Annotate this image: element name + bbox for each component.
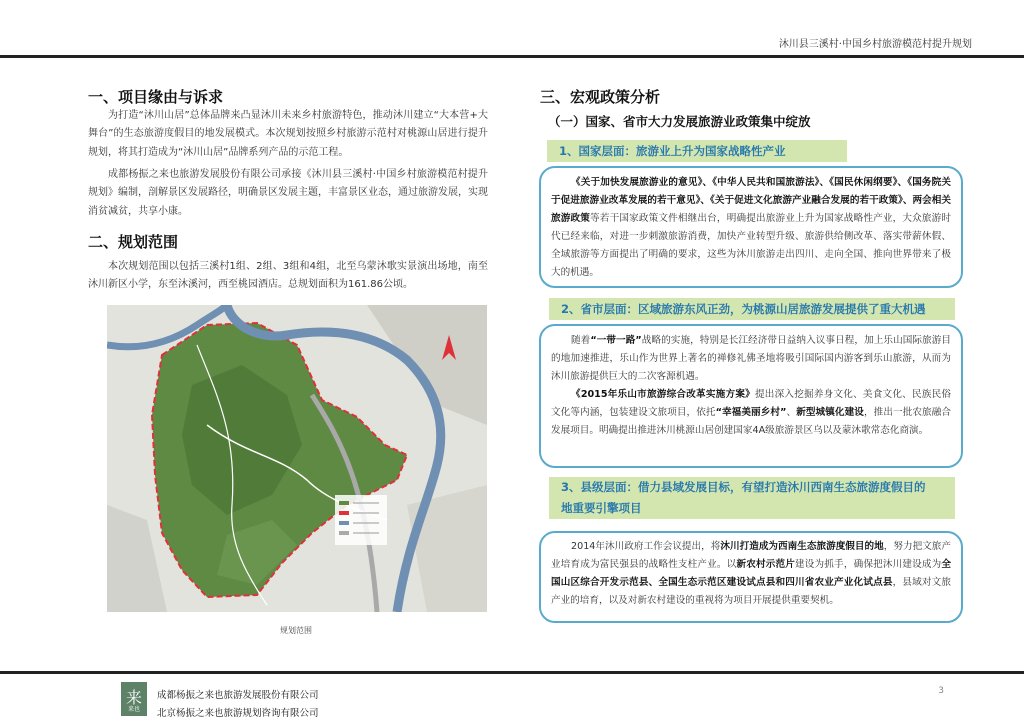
logo-sub: 来也 bbox=[127, 706, 140, 713]
provincial-text-p2g: ，推出一批农旅融合发展项目。明确提出推进沐川桃源山居创建国家4A级旅游景区乌以及蒙沐歌常态化商演。 bbox=[551, 406, 952, 436]
company-name-beijing: 北京杨振之来也旅游规划咨询有限公司 bbox=[157, 708, 319, 719]
section1-paragraph-1: 为打造“沐川山居”总体品牌来凸显沐川未来乡村旅游特色，推动沐川建立“大本营+大舞台”的生态旅游度假目的地发展模式。本次规划按照乡村旅游示范村对桃源山居进行提升规划，将其打造成为“沐川山居”品牌系列产品的示范工程。 bbox=[88, 110, 488, 158]
provincial-text-a: 随着 bbox=[571, 335, 591, 346]
map-graphic bbox=[107, 305, 487, 612]
company-logo bbox=[121, 682, 147, 716]
county-bold-f: 全国山区综合开发示范县、全国生态示范区建设试点县和四川省农业产业化试点县 bbox=[551, 558, 952, 588]
section2-title: 二、规划范围 bbox=[88, 233, 179, 251]
belt-road-bold: “一带一路” bbox=[590, 335, 642, 346]
banner-national: 1、国家层面：旅游业上升为国家战略性产业 bbox=[547, 140, 847, 162]
county-bold-b: 沐川打造成为西南生态旅游度假目的地 bbox=[720, 541, 884, 552]
banner-provincial: 2、省市层面：区域旅游东风正劲，为桃源山居旅游发展提供了重大机遇 bbox=[549, 298, 955, 320]
header-rule bbox=[0, 55, 1024, 58]
banner-county bbox=[549, 477, 955, 519]
company-name-chengdu: 成都杨振之来也旅游发展股份有限公司 bbox=[157, 690, 319, 701]
provincial-text-c: 战略的实施，特别是长江经济带日益纳入议事日程，加上乐山国际旅游目的地加速推进，乐山作为世界上著名的禅修礼佛圣地将吸引国际国内游客到乐山旅游，从而为沐川旅游提供巨大的二次客源机遇。 bbox=[551, 335, 952, 382]
map-caption: 规划范围 bbox=[280, 626, 312, 635]
banner-county-line1: 3、县级层面：借力县域发展目标，有望打造沐川西南生态旅游度假目的 bbox=[561, 480, 926, 494]
provincial-sep: 、 bbox=[786, 406, 797, 418]
section1-title: 一、项目缘由与诉求 bbox=[88, 88, 224, 106]
county-text-c: ，努力把文旅产业培育成为富民强县的战略性支柱产业。以 bbox=[551, 541, 952, 570]
urbanization-bold: 新型城镇化建设 bbox=[796, 406, 864, 418]
policy-subtitle: （一）国家、省市大力发展旅游业政策集中绽放 bbox=[548, 114, 811, 129]
logo-char: 来 bbox=[125, 688, 142, 707]
county-bold-d: 新农村示范片 bbox=[736, 558, 796, 570]
provincial-text-p2c: 提出深入挖掘养身文化、美食文化、民族民俗文化等内涵，包装建设文旅项目，依托 bbox=[551, 388, 952, 418]
planning-range-map bbox=[107, 305, 487, 612]
box-provincial-policy bbox=[539, 324, 963, 468]
national-policies-bold: 《关于加快发展旅游业的意见》、《中华人民共和国旅游法》、《国民休闲纲要》、《国务院关于促进旅游业改革发展的若干意见》、《关于促进文化旅游产业融合发展的若干政策》、两会相关旅游政策 bbox=[551, 177, 951, 224]
county-text-a: 2014年沐川政府工作会议提出，将 bbox=[571, 541, 721, 552]
section1-paragraph-2: 成都杨振之来也旅游发展股份有限公司承接《沐川县三溪村·中国乡村旅游模范村提升规划》编制，剖解景区发展路径，明确景区发展主题，丰富景区业态，通过旅游发展，实现消贫减贫，共享小康。 bbox=[88, 169, 488, 217]
box-national-policy bbox=[539, 166, 963, 288]
leshan-plan-bold: 《2015年乐山市旅游综合改革实施方案》 bbox=[571, 388, 755, 400]
section3-title: 三、宏观政策分析 bbox=[540, 88, 661, 106]
box-county-policy bbox=[539, 531, 963, 623]
national-policies-text: 等若干国家政策文件相继出台，明确提出旅游业上升为国家战略性产业，大众旅游时代已经来临，对进一步刺激旅游消费，加快产业转型升级、旅游供给侧改革、落实带薪休假、全域旅游等方面提出了明确的要求，这些为沐川旅游走出四川、走向全国、推向世界带来了极大的机遇。 bbox=[551, 212, 952, 278]
county-text-e: 建设为抓手，确保把沐川建设成为 bbox=[795, 558, 942, 570]
header-title: 沐川县三溪村·中国乡村旅游模范村提升规划 bbox=[778, 39, 972, 50]
section2-paragraph: 本次规划范围以包括三溪村1组、2组、3组和4组，北至乌蒙沐歌实景演出场地，南至沐川新区小学，东至沐溪河，西至桃园酒店。总规划面积为161.86公顷。 bbox=[88, 261, 488, 291]
page-number: 3 bbox=[938, 686, 944, 696]
banner-county-line2: 地重要引擎项目 bbox=[561, 501, 642, 515]
footer-rule bbox=[0, 671, 1024, 674]
happy-village-bold: “幸福美丽乡村” bbox=[715, 406, 787, 418]
county-text-g: ，县域对文旅产业的培育，以及对新农村建设的重视将为项目开展提供重要契机。 bbox=[551, 576, 952, 606]
